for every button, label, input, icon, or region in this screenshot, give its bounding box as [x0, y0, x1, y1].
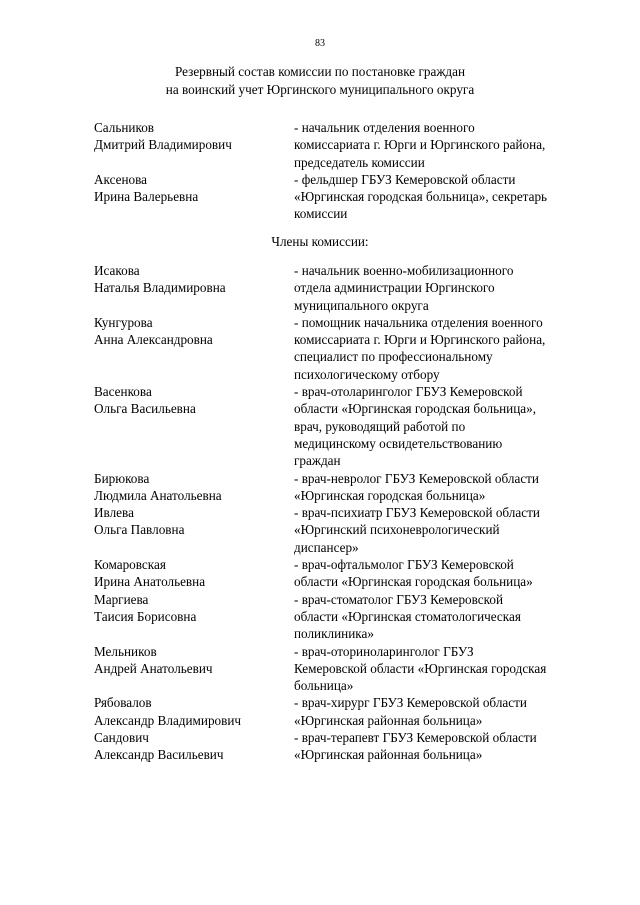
- person-role-line: Кемеровской области «Юргинская городская: [294, 660, 547, 676]
- person-role-line: диспансер»: [294, 539, 359, 555]
- person-role: [294, 470, 604, 505]
- person-name-line: Васенкова: [94, 384, 152, 400]
- person-role: [294, 314, 604, 383]
- person-name-line: Мельников: [94, 643, 157, 659]
- person-role-line: - фельдшер ГБУЗ Кемеровской области: [294, 171, 516, 187]
- commission-entry: [94, 643, 604, 695]
- person-name-line: Наталья Владимировна: [94, 280, 226, 296]
- person-role-line: - врач-хирург ГБУЗ Кемеровской области: [294, 695, 527, 711]
- person-role: [294, 383, 604, 469]
- person-role-line: поликлиника»: [294, 626, 374, 642]
- commission-entry: [94, 729, 604, 764]
- person-role-line: области «Юргинская городская больница»: [294, 574, 533, 590]
- person-name-line: Бирюкова: [94, 470, 150, 486]
- person-role: [294, 262, 604, 314]
- commission-entry: [94, 556, 604, 591]
- person-name-line: Сальников: [94, 120, 155, 135]
- person-role-line: «Юргинская городская больница», секретарь: [294, 189, 548, 205]
- person-role-line: - помощник начальника отделения военного: [294, 314, 543, 330]
- person-name-line: Ольга Павловна: [94, 522, 185, 538]
- members-heading: Члены комиссии:: [271, 234, 369, 249]
- commission-entry: [94, 262, 604, 314]
- person-name-line: Исакова: [94, 263, 140, 278]
- document-title-line-2: на воинский учет Юргинского муниципального округа: [165, 81, 475, 97]
- person-name: [94, 314, 294, 383]
- person-name-line: Андрей Анатольевич: [94, 660, 213, 676]
- commission-entry: [94, 504, 604, 556]
- person-role-line: отдела администрации Юргинского: [294, 280, 495, 296]
- person-name-line: Александр Владимирович: [94, 712, 242, 728]
- person-role-line: области «Юргинская стоматологическая: [294, 608, 521, 624]
- person-name: [94, 470, 294, 505]
- person-name-line: Александр Васильевич: [94, 747, 224, 763]
- document-title-line-1: Резервный состав комиссии по постановке граждан: [174, 64, 466, 79]
- commission-entry: [94, 383, 604, 469]
- person-name: [94, 694, 294, 729]
- person-role: [294, 591, 604, 643]
- person-role-line: комиссариата г. Юрги и Юргинского района,: [294, 137, 546, 153]
- document-title: [0, 63, 640, 98]
- person-role: [294, 556, 604, 591]
- commission-entry: [94, 314, 604, 383]
- person-role-line: - врач-стоматолог ГБУЗ Кемеровской: [294, 591, 504, 607]
- person-role-line: больница»: [294, 678, 354, 694]
- person-role-line: - начальник военно-мобилизационного: [294, 263, 514, 278]
- person-name: [94, 556, 294, 591]
- person-role: [294, 171, 604, 223]
- person-name-line: Ирина Валерьевна: [94, 189, 199, 205]
- person-name-line: Рябовалов: [94, 695, 152, 711]
- person-role-line: психологическому отбору: [294, 366, 440, 382]
- person-name-line: Маргиева: [94, 591, 149, 607]
- person-name: [94, 119, 294, 171]
- commission-entry: [94, 171, 604, 223]
- leadership-list: [94, 119, 604, 223]
- members-list: [94, 262, 604, 764]
- person-role: [294, 504, 604, 556]
- person-role-line: «Юргинский психоневрологический: [294, 522, 500, 538]
- person-role-line: граждан: [294, 453, 341, 469]
- person-name: [94, 383, 294, 469]
- person-role-line: «Юргинская районная больница»: [294, 712, 483, 728]
- person-name-line: Анна Александровна: [94, 332, 213, 348]
- commission-entry: [94, 694, 604, 729]
- person-role-line: комиссариата г. Юрги и Юргинского района,: [294, 332, 546, 348]
- person-name-line: Кунгурова: [94, 314, 153, 330]
- person-role-line: муниципального округа: [294, 297, 429, 313]
- commission-entry: [94, 470, 604, 505]
- person-role-line: - врач-невролог ГБУЗ Кемеровской области: [294, 470, 539, 486]
- person-role-line: - начальник отделения военного: [294, 120, 475, 135]
- person-name: [94, 729, 294, 764]
- person-role-line: «Юргинская городская больница»: [294, 487, 486, 503]
- person-role-line: - врач-офтальмолог ГБУЗ Кемеровской: [294, 557, 514, 573]
- person-role-line: области «Юргинская городская больница»,: [294, 401, 537, 417]
- person-name-line: Ольга Васильевна: [94, 401, 196, 417]
- person-role-line: медицинскому освидетельствованию: [294, 435, 503, 451]
- person-role: [294, 694, 604, 729]
- person-role-line: - врач-оториноларинголог ГБУЗ: [294, 643, 474, 659]
- person-name: [94, 643, 294, 695]
- person-role-line: специалист по профессиональному: [294, 349, 493, 365]
- person-name-line: Аксенова: [94, 171, 148, 187]
- person-role-line: - врач-терапевт ГБУЗ Кемеровской области: [294, 730, 537, 746]
- person-role: [294, 119, 604, 171]
- person-role-line: комиссии: [294, 206, 348, 222]
- person-role: [294, 643, 604, 695]
- commission-entry: [94, 119, 604, 171]
- person-name-line: Дмитрий Владимирович: [94, 137, 232, 153]
- person-role-line: - врач-отоларинголог ГБУЗ Кемеровской: [294, 384, 523, 400]
- person-name-line: Ивлева: [94, 505, 134, 521]
- person-name-line: Людмила Анатольевна: [94, 487, 222, 503]
- person-name-line: Ирина Анатольевна: [94, 574, 206, 590]
- person-name: [94, 504, 294, 556]
- person-role-line: «Юргинская районная больница»: [294, 747, 483, 763]
- person-role: [294, 729, 604, 764]
- person-role-line: врач, руководящий работой по: [294, 418, 466, 434]
- person-name: [94, 591, 294, 643]
- commission-entry: [94, 591, 604, 643]
- person-name: [94, 262, 294, 314]
- page-number: 83: [315, 38, 325, 49]
- person-name-line: Сандович: [94, 730, 149, 746]
- person-name: [94, 171, 294, 223]
- person-role-line: - врач-психиатр ГБУЗ Кемеровской области: [294, 505, 540, 521]
- person-role-line: председатель комиссии: [294, 154, 425, 170]
- person-name-line: Таисия Борисовна: [94, 608, 197, 624]
- person-name-line: Комаровская: [94, 557, 166, 573]
